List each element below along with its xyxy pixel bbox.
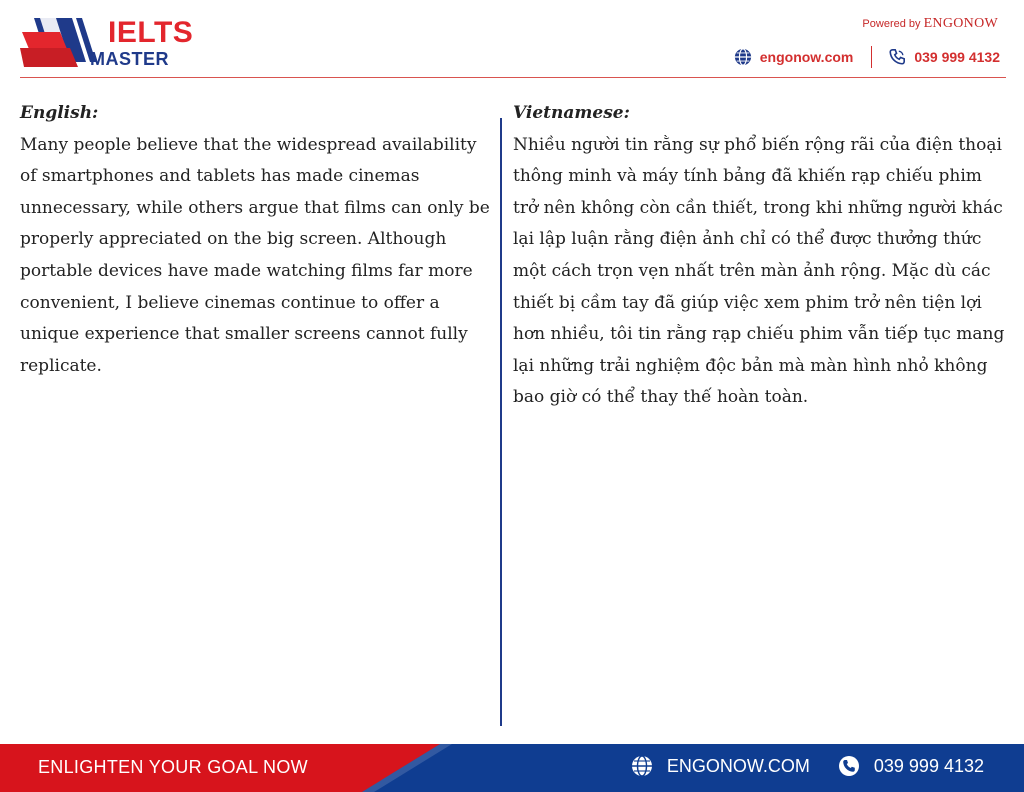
header-contact-separator bbox=[871, 46, 872, 68]
ielts-master-logo[interactable] bbox=[20, 14, 194, 72]
footer-bar bbox=[0, 744, 1024, 792]
header-divider bbox=[20, 77, 1006, 78]
logo-master-text: MASTER bbox=[90, 49, 169, 69]
phone-icon bbox=[838, 755, 860, 777]
header-website-link[interactable]: engonow.com bbox=[759, 49, 854, 65]
header-phone-link[interactable]: 039 999 4132 bbox=[914, 49, 1000, 65]
engonow-brand: ENGONOW bbox=[923, 16, 998, 31]
english-column bbox=[20, 98, 498, 382]
english-heading: English: bbox=[20, 103, 99, 123]
vietnamese-paragraph: Nhiều người tin rằng sự phổ biến rộng rãi của điện thoại thông minh và máy tính bảng đã khiến rạp chiếu phim trở nên không còn cần thiết, trong khi những người khác lại lập luận rằng điện ảnh chỉ có thể được thưởng thức một cách trọn vẹn nhất trên màn ảnh rộng. Mặc dù các thiết bị cầm tay đã giúp việc xem phim trở nên tiện lợi hơn nhiều, tôi tin rằng rạp chiếu phim vẫn tiếp tục mang lại những trải nghiệm độc bản mà màn hình nhỏ không bao giờ có thể thay thế hoàn toàn. bbox=[513, 134, 1005, 408]
globe-icon bbox=[631, 755, 653, 777]
powered-by bbox=[862, 16, 998, 32]
english-paragraph: Many people believe that the widespread availability of smartphones and tablets has made cinemas unnecessary, while others argue that films can only be properly appreciated on the big screen. Although portable devices have made watching films far more convenient, I believe cinemas continue to offer a unique experience that smaller screens cannot fully replicate. bbox=[20, 134, 490, 376]
footer-contacts bbox=[631, 755, 984, 777]
globe-icon bbox=[734, 48, 752, 66]
logo-ielts-text: IELTS bbox=[108, 16, 194, 49]
footer-website-link[interactable]: ENGONOW.COM bbox=[666, 755, 810, 776]
header-contacts bbox=[734, 46, 1000, 68]
footer-slogan: ENLIGHTEN YOUR GOAL NOW bbox=[38, 757, 308, 777]
column-divider bbox=[500, 118, 502, 726]
vietnamese-column bbox=[513, 98, 1005, 414]
vietnamese-heading: Vietnamese: bbox=[513, 103, 630, 123]
phone-icon bbox=[888, 48, 906, 66]
powered-by-label: Powered by bbox=[862, 18, 921, 30]
footer-phone-link[interactable]: 039 999 4132 bbox=[873, 755, 984, 776]
